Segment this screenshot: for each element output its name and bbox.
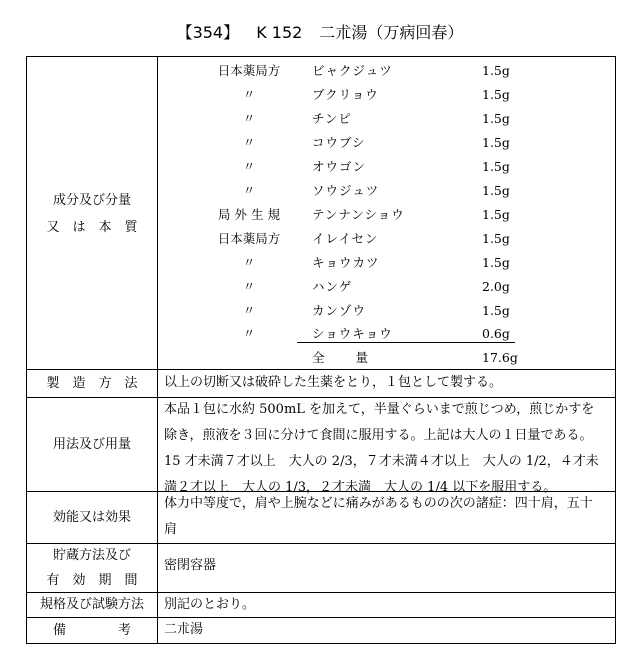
total-amount: 17.6g [482,350,518,365]
ingredient-name: ブクリョウ [312,87,379,102]
title-name: 二朮湯（万病回春） [319,23,464,42]
testing-text: 別記のとおり。 [164,597,256,612]
ingredient-amount: 2.0g [482,279,510,294]
ingredient-amount: 1.5g [482,207,510,222]
ingredient-amount: 1.5g [482,63,510,78]
ingredient-amount: 1.5g [482,111,510,126]
ingredient-standard: 〃 [242,303,256,318]
title-code: K 152 [256,23,303,42]
composition-label: 成分及び分量 又 は 本 質 [46,193,138,235]
ingredient-standard: 〃 [242,135,256,150]
ingredient-standard: 日本薬局方 [217,231,281,246]
ingredient-standard: 〃 [242,159,256,174]
ingredient-name: ビャクジュツ [312,63,393,78]
title-number: 【354】 [176,23,240,42]
ingredient-name: ショウキョウ [312,326,393,341]
manufacturing-label: 製 造 方 法 [46,376,138,391]
ingredient-standard: 〃 [242,279,256,294]
ingredient-name: ハンゲ [312,279,353,294]
storage-label: 貯蔵方法及び 有 効 期 間 [46,548,138,588]
manufacturing-text: 以上の切断又は破砕した生薬をとり，１包として製する。 [164,375,503,390]
ingredient-standard: 〃 [242,87,256,102]
column-divider [157,56,158,644]
ingredient-standard: 〃 [242,111,256,126]
testing-label: 規格及び試験方法 [39,597,144,612]
dosage-text: 本品１包に水約 500mL を加えて，半量ぐらいまで煎じつめ，煎じかすを 除き，煎液を３回に分けて食間に服用する。上記は大人の１日量である。 15 才未満７才以上 大人の 2/3，７才未満４才以上 大人の 1/2，４才未 満２才以上 大人の 1/3，２才未満 大人の 1/4 以下を服用する。 [164,402,599,495]
remarks-label: 備 考 [52,623,131,638]
ingredient-name: カンゾウ [312,303,367,318]
dosage-label: 用法及び用量 [52,437,131,452]
efficacy-label: 効能又は効果 [52,510,131,525]
ingredient-amount: 1.5g [482,159,510,174]
ingredient-amount: 1.5g [482,87,510,102]
ingredient-amount: 1.5g [482,231,510,246]
efficacy-text: 体力中等度で，肩や上腕などに痛みがあるものの次の諸症：四十肩，五十 肩 [164,496,593,537]
total-underline [297,342,515,343]
ingredient-standard: 局 外 生 規 [218,207,280,222]
ingredient-name: キョウカツ [312,255,380,270]
row-divider [26,543,616,544]
ingredient-standard: 日本薬局方 [217,63,281,78]
ingredient-amount: 1.5g [482,303,510,318]
ingredient-name: オウゴン [312,159,367,174]
storage-text: 密閉容器 [164,558,217,573]
ingredient-name: チンピ [312,111,352,126]
ingredient-name: ソウジュツ [312,183,380,198]
ingredient-standard: 〃 [242,326,256,341]
ingredient-amount: 1.5g [482,183,510,198]
ingredient-amount: 1.5g [482,135,510,150]
ingredient-standard: 〃 [242,255,256,270]
ingredient-name: テンナンショウ [312,207,405,222]
total-label: 全 量 [312,350,371,365]
ingredient-name: コウブシ [312,135,366,150]
ingredient-amount: 0.6g [482,326,510,341]
ingredient-standard: 〃 [242,183,256,198]
ingredient-amount: 1.5g [482,255,510,270]
ingredient-name: イレイセン [312,231,379,246]
page-title [0,20,640,43]
remarks-text: 二朮湯 [164,622,204,637]
